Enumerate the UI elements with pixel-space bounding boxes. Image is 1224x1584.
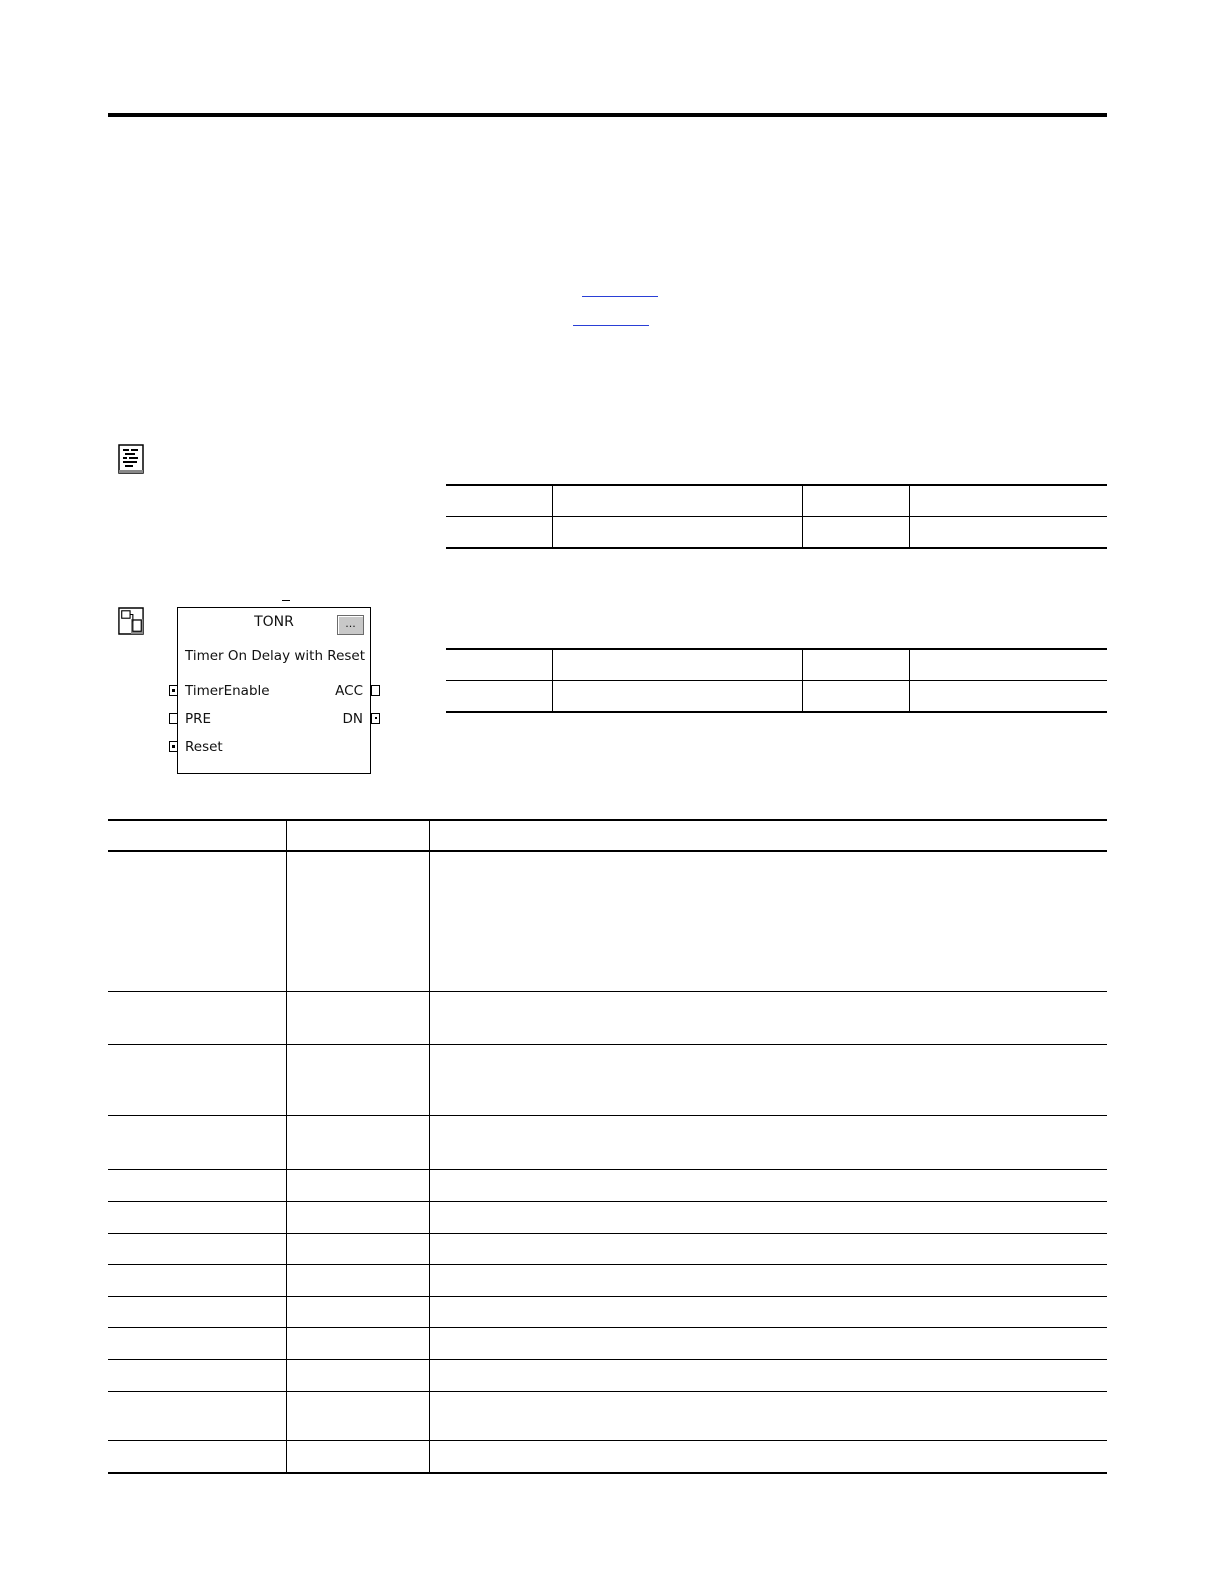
- structured-text-icon: [118, 444, 144, 474]
- header-rule: [108, 113, 1107, 117]
- pin-dn[interactable]: [371, 713, 380, 724]
- output-acc: ACC: [335, 683, 363, 699]
- input-timerenable: TimerEnable: [185, 683, 270, 699]
- output-dn: DN: [342, 711, 363, 727]
- properties-button[interactable]: ...: [337, 615, 364, 635]
- pin-pre[interactable]: [169, 713, 178, 724]
- hyperlink-underline[interactable]: [573, 325, 649, 326]
- pin-reset[interactable]: [169, 741, 178, 752]
- block-name: TONR: [254, 614, 294, 630]
- tonr-function-block[interactable]: [177, 607, 371, 774]
- pin-timerenable[interactable]: [169, 685, 178, 696]
- hyperlink-underline[interactable]: [582, 296, 658, 297]
- block-marker: [282, 600, 290, 601]
- input-reset: Reset: [185, 739, 223, 755]
- pin-acc[interactable]: [371, 685, 380, 696]
- block-title: Timer On Delay with Reset: [185, 648, 366, 664]
- input-pre: PRE: [185, 711, 212, 727]
- function-block-icon: [118, 606, 144, 636]
